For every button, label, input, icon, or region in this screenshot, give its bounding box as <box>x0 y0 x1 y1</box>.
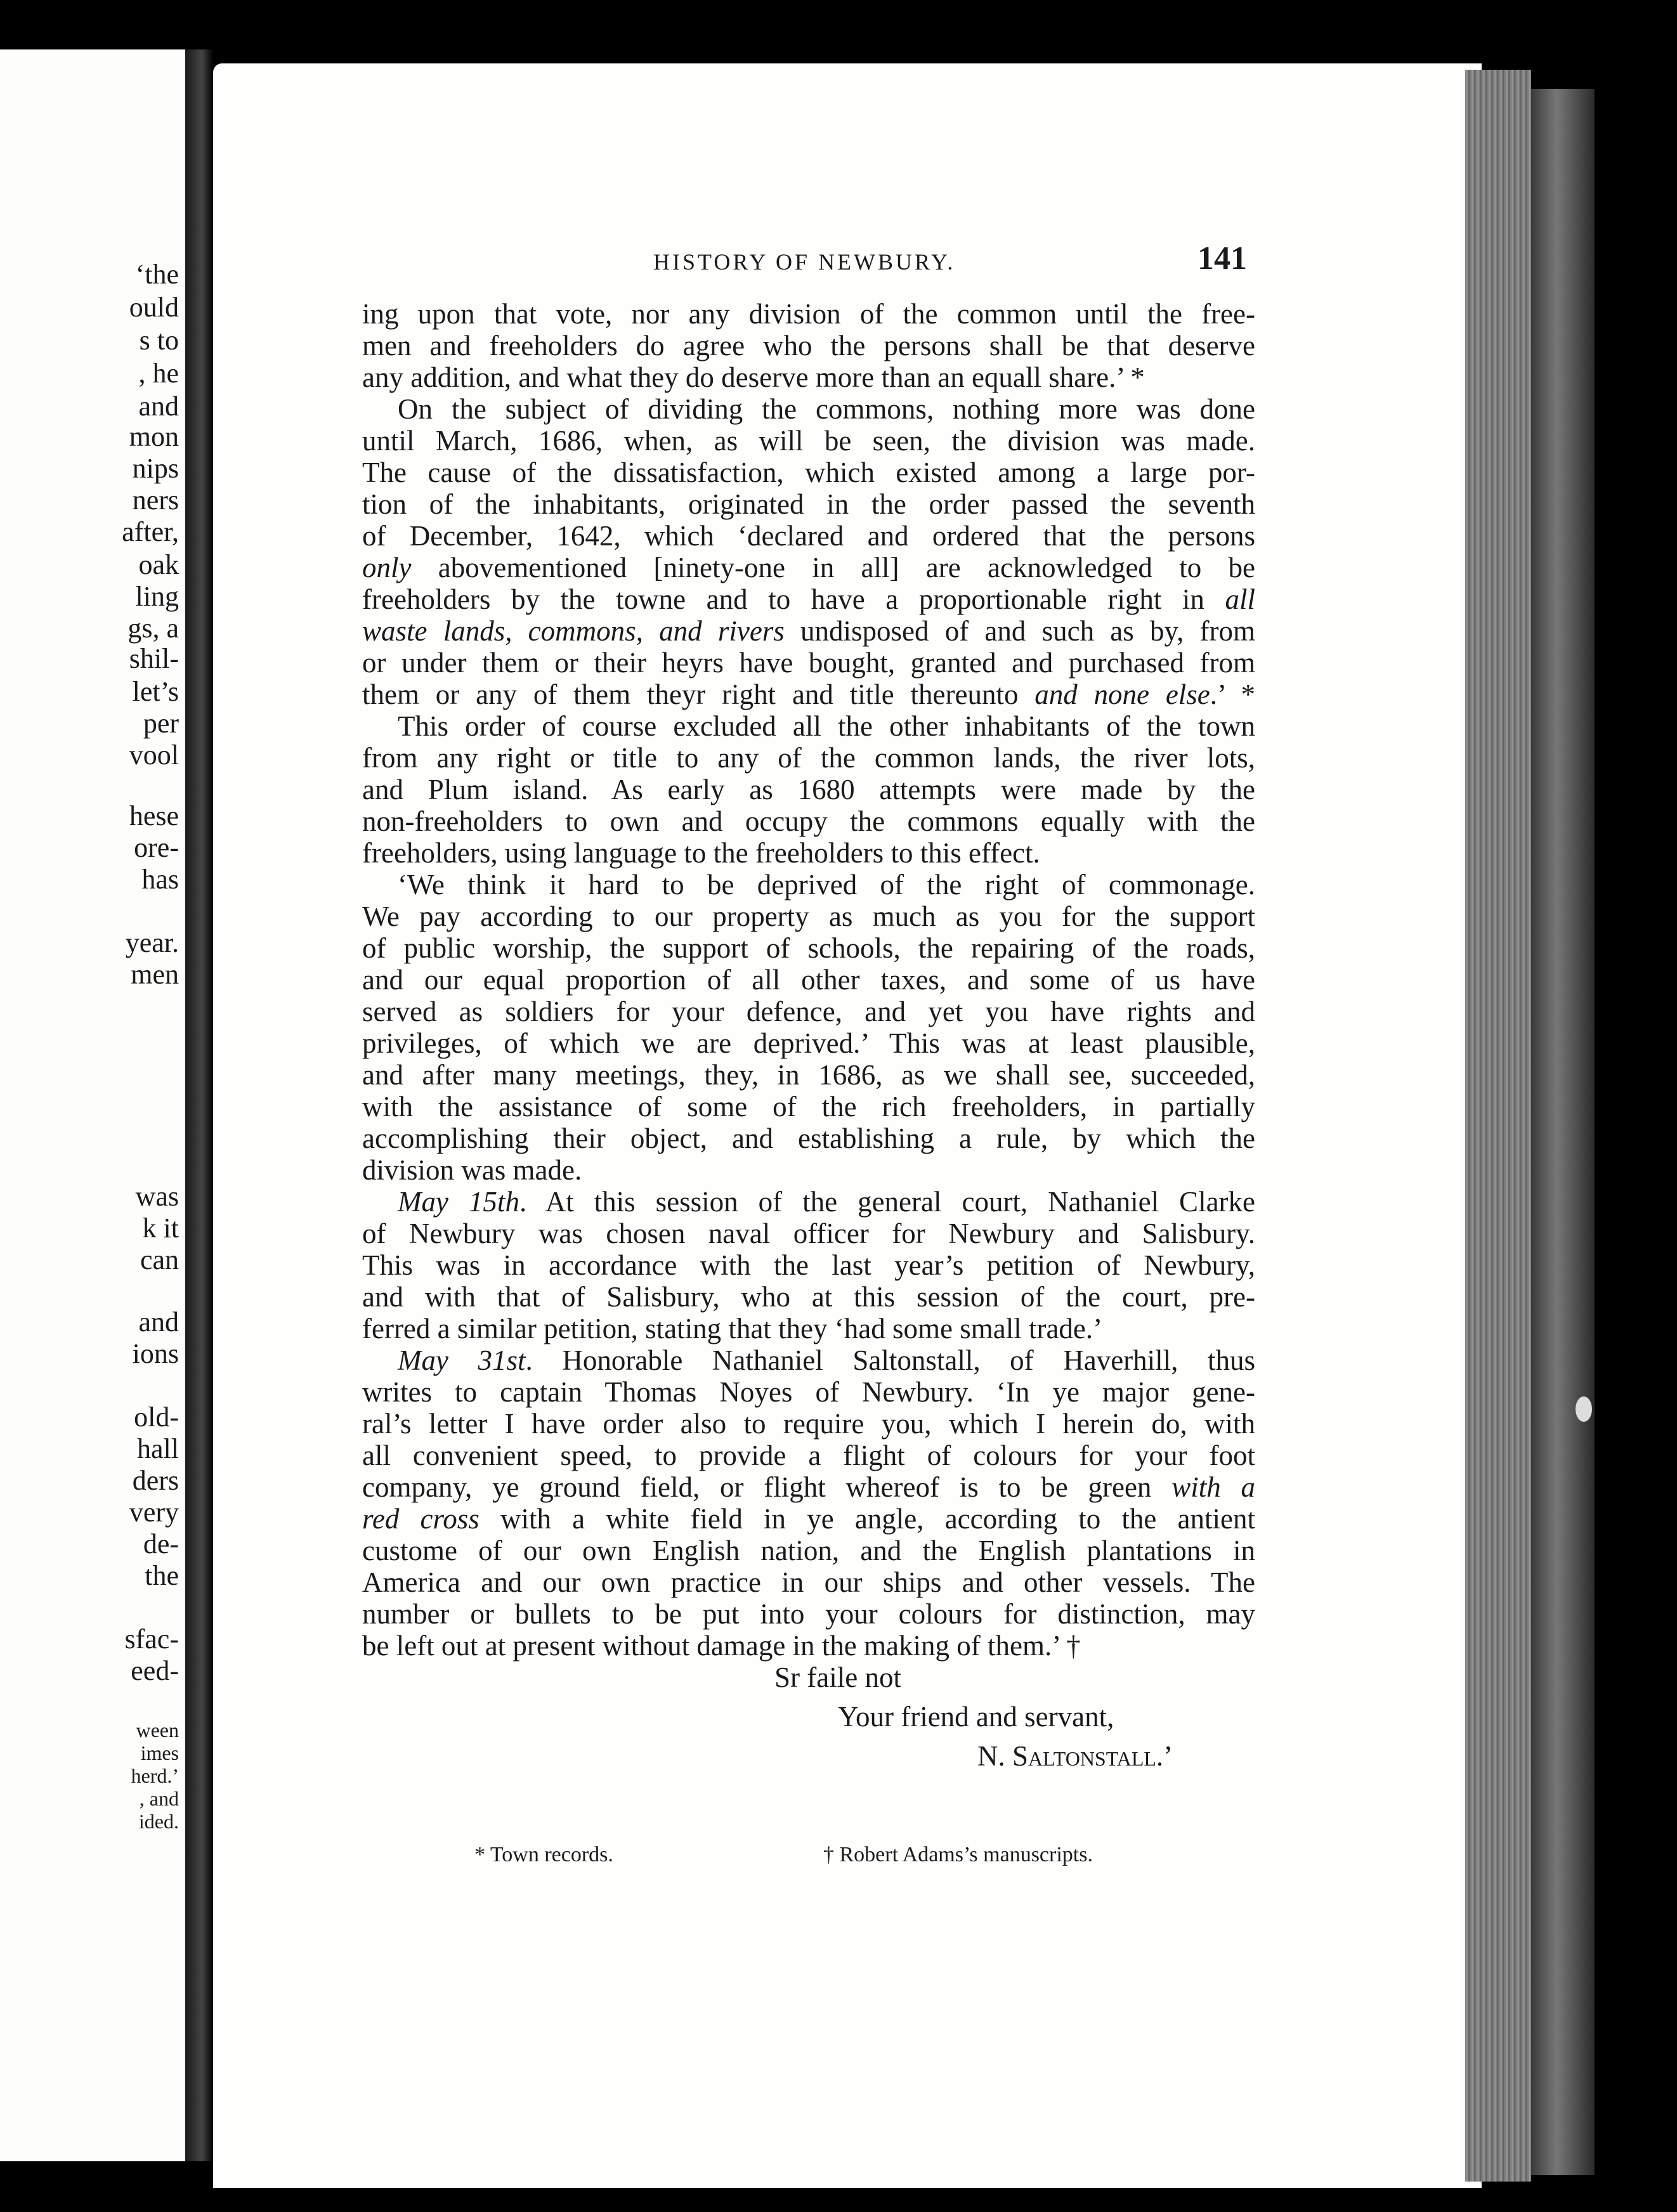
left-page-footnote-fragment: ided. <box>138 1810 179 1833</box>
text-line: We pay according to our property as much as you for the support <box>362 901 1255 932</box>
text-line: from any right or title to any of the common lands, the river lots, <box>362 742 1255 774</box>
left-page-fragment: ould <box>129 292 179 323</box>
italic-phrase: and none else <box>1034 679 1210 710</box>
left-page-fragment: men <box>131 959 179 990</box>
left-page-fragment: gs, a <box>127 613 179 644</box>
left-page-fragment: old- <box>134 1402 179 1433</box>
text-run: abovementioned [ninety-one in all] are acknowledged to be <box>411 552 1255 583</box>
book-gutter <box>185 49 213 2161</box>
left-page-fragment: eed- <box>131 1655 179 1686</box>
text-run: freeholders by the towne and to have a proportionable right in <box>362 583 1225 615</box>
text-line: freeholders, using language to the freeholders to this effect. <box>362 837 1040 869</box>
text-line: any addition, and what they do deserve more than an equall share.’ * <box>362 361 1145 393</box>
text-run: them or any of them theyr right and title thereunto <box>362 679 1035 710</box>
italic-phrase: only <box>362 552 412 583</box>
text-line: division was made. <box>362 1154 582 1186</box>
text-line: ‘We think it hard to be deprived of the right of commonage. <box>398 869 1255 901</box>
text-line: and with that of Salisbury, who at this session of the court, pre- <box>362 1281 1255 1313</box>
left-page-fragment: nips <box>132 453 179 484</box>
text-line: America and our own practice in our ships and other vessels. The <box>362 1566 1255 1598</box>
paper-speck <box>1576 1396 1592 1422</box>
text-line: number or bullets to be put into your colours for distinction, may <box>362 1598 1255 1630</box>
text-line: ral’s letter I have order also to require you, which I herein do, with <box>362 1408 1255 1440</box>
text-line: men and freeholders do agree who the persons shall be that deserve <box>362 330 1255 361</box>
text-line: or under them or their heyrs have bought, granted and purchased from <box>362 647 1255 679</box>
body-text <box>362 298 1255 1779</box>
left-facing-page <box>0 49 185 2161</box>
text-line: and our equal proportion of all other taxes, and some of us have <box>362 964 1255 996</box>
closing-line: Sr faile not <box>774 1662 901 1693</box>
text-line: of public worship, the support of schools, the repairing of the roads, <box>362 932 1255 964</box>
left-page-fragment: was <box>135 1181 179 1212</box>
left-page-fragment: ‘the <box>135 259 179 290</box>
closing-salutation: Your friend and servant, <box>838 1701 1114 1733</box>
text-line <box>362 1503 1255 1535</box>
book-cover-edge <box>1531 89 1595 2175</box>
italic-phrase: with a <box>1171 1471 1255 1503</box>
text-run: .’ * <box>1210 679 1255 710</box>
left-page-fragment: and <box>138 391 179 422</box>
text-run: . Honorable Nathaniel Saltonstall, of Haverhill, thus <box>525 1344 1255 1376</box>
italic-phrase: red cross <box>362 1503 480 1535</box>
page-number: 141 <box>1197 240 1247 276</box>
left-page-fragment: oak <box>138 549 179 580</box>
left-page-fragment: per <box>143 708 179 739</box>
text-line <box>362 583 1255 615</box>
italic-phrase: May 15th <box>398 1186 519 1218</box>
left-page-fragment: ders <box>132 1465 179 1496</box>
left-page-footnote-fragment: ween <box>136 1719 179 1741</box>
left-page-fragment: sfac- <box>124 1623 179 1655</box>
left-page-fragment: hese <box>129 800 179 831</box>
text-line: accomplishing their object, and establishing a rule, by which the <box>362 1122 1255 1154</box>
text-line <box>362 615 1255 647</box>
left-page-fragment: hall <box>137 1433 179 1464</box>
left-page-fragment: mon <box>129 421 179 452</box>
left-page-fragment: very <box>129 1497 179 1528</box>
text-line: non-freeholders to own and occupy the commons equally with the <box>362 805 1255 837</box>
footnote-adams-manuscripts: † Robert Adams’s manuscripts. <box>823 1843 1093 1866</box>
left-page-fragment: after, <box>122 516 179 547</box>
text-line: of December, 1642, which ‘declared and ordered that the persons <box>362 520 1255 552</box>
left-page-fragment: vool <box>129 739 179 771</box>
left-page-fragment: ling <box>135 581 179 612</box>
text-line <box>362 552 1255 583</box>
text-run: . At this session of the general court, Nathaniel Clarke <box>519 1186 1255 1218</box>
text-line: This was in accordance with the last year’s petition of Newbury, <box>362 1249 1255 1281</box>
text-line <box>362 1186 1255 1218</box>
left-page-fragment: ions <box>132 1338 179 1369</box>
left-page-fragment: , he <box>138 358 179 389</box>
left-page-fragment: de- <box>143 1528 179 1559</box>
text-line: all convenient speed, to provide a flight of colours for your foot <box>362 1440 1255 1471</box>
text-line <box>362 1471 1255 1503</box>
signature-name: N. Saltonstall.’ <box>977 1740 1173 1772</box>
text-run: company, ye ground field, or flight whereof is to be green <box>362 1471 1172 1503</box>
text-line: and after many meetings, they, in 1686, as we shall see, succeeded, <box>362 1059 1255 1091</box>
left-page-fragment: the <box>145 1560 179 1591</box>
text-line: ferred a similar petition, stating that they ‘had some small trade.’ <box>362 1313 1103 1344</box>
left-page-footnote-fragment: herd.’ <box>131 1764 179 1787</box>
page-block-edge <box>1465 70 1531 2182</box>
left-page-fragment: ore- <box>134 832 179 863</box>
text-line: be left out at present without damage in the making of them.’ † <box>362 1630 1081 1662</box>
left-page-fragment: k it <box>142 1213 179 1244</box>
italic-phrase: May 31st <box>398 1344 526 1376</box>
left-page-fragment: year. <box>125 927 179 958</box>
left-page-fragment: and <box>138 1306 179 1337</box>
text-line: with the assistance of some of the rich freeholders, in partially <box>362 1091 1255 1122</box>
text-line: tion of the inhabitants, originated in the order passed the seventh <box>362 488 1255 520</box>
italic-phrase: waste lands, commons, and rivers <box>362 615 785 647</box>
left-page-fragment: has <box>141 864 179 895</box>
text-line <box>362 679 1255 710</box>
text-line: ing upon that vote, nor any division of the common until the free- <box>362 298 1255 330</box>
text-line: served as soldiers for your defence, and yet you have rights and <box>362 996 1255 1027</box>
text-run: with a white field in ye angle, according to the antient <box>479 1503 1255 1535</box>
text-line: of Newbury was chosen naval officer for Newbury and Salisbury. <box>362 1218 1255 1249</box>
text-line <box>362 1344 1255 1376</box>
left-page-footnote-fragment: , and <box>139 1787 179 1810</box>
text-line: writes to captain Thomas Noyes of Newbury. ‘In ye major gene- <box>362 1376 1255 1408</box>
left-page-footnote-fragment: imes <box>140 1741 179 1764</box>
text-line: until March, 1686, when, as will be seen, the division was made. <box>362 425 1255 457</box>
italic-phrase: all <box>1225 583 1255 615</box>
left-page-fragment: can <box>140 1244 179 1275</box>
text-run: undisposed of and such as by, from <box>784 615 1255 647</box>
text-line: This order of course excluded all the other inhabitants of the town <box>398 710 1255 742</box>
text-line: and Plum island. As early as 1680 attempts were made by the <box>362 774 1255 805</box>
left-page-fragment: s to <box>139 325 179 356</box>
text-line: On the subject of dividing the commons, nothing more was done <box>398 393 1255 425</box>
text-line: privileges, of which we are deprived.’ This was at least plausible, <box>362 1027 1255 1059</box>
left-page-fragment: ners <box>132 485 179 516</box>
footnote-town-records: * Town records. <box>474 1843 613 1866</box>
left-page-fragment: shil- <box>129 643 179 674</box>
text-line: custome of our own English nation, and the English plantations in <box>362 1535 1255 1566</box>
running-head: HISTORY OF NEWBURY. <box>653 249 956 275</box>
left-page-fragment: let’s <box>132 676 179 707</box>
text-line: The cause of the dissatisfaction, which existed among a large por- <box>362 457 1255 488</box>
